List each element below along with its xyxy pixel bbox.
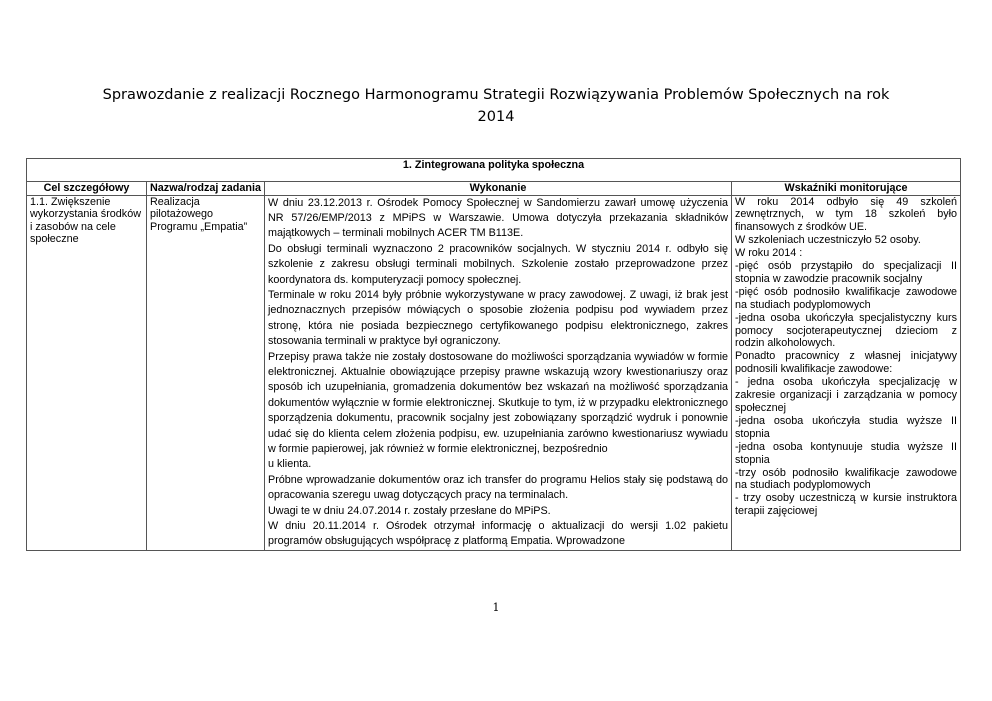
page-number: 1 [492, 601, 500, 614]
indicator-item: -jedna osoba ukończyła studia wyższe II stopnia [735, 414, 958, 440]
table-row [27, 195, 961, 550]
execution-paragraph: Terminale w roku 2014 były próbnie wykorzystywane w pracy zawodowej. Z uwagi, iż brak jest jednoznacznych przepisów mówiących o sposobie złożenia podpisu pod wywiadem przez stronę, która nie posiada bezpiecznego certyfikowanego podpisu elektronicznego, zakres stosowania terminali w praktyce był ograniczony. [268, 288, 728, 348]
header-goal: Cel szczegółowy [27, 182, 147, 196]
section-row [27, 159, 961, 182]
indicator-item: Ponadto pracownicy z własnej inicjatywy podnosili kwalifikacje zawodowe: [735, 350, 958, 376]
execution-paragraph: W dniu 23.12.2013 r. Ośrodek Pomocy Społecznej w Sandomierzu zawarł umowę użyczenia NR 57/26/EMP/2013 z MPiPS w Warszawie. Umowa dotyczyła przekazania składników majątkowych – terminali mobilnych ACER TM B113E. [268, 196, 728, 240]
indicator-item: -jedna osoba kontynuuje studia wyższe II stopnia [735, 440, 958, 466]
header-task: Nazwa/rodzaj zadania [147, 182, 265, 196]
execution-paragraph: W dniu 20.11.2014 r. Ośrodek otrzymał informację o aktualizacji do wersji 1.02 pakietu programów obsługujących współpracę z platformą Empatia. Wprowadzone [268, 520, 728, 548]
title-line-1: Sprawozdanie z realizacji Rocznego Harmonogramu Strategii Rozwiązywania Problemów Społecznych na rok [102, 87, 890, 103]
indicator-item: -pięć osób podnosiło kwalifikacje zawodowe na studiach podyplomowych [735, 285, 958, 311]
indicator-item: -jedna osoba ukończyła specjalistyczny kurs pomocy socjoterapeutycznej dzieciom z rodzin alkoholowych. [735, 311, 958, 350]
indicator-item: -trzy osób podnosiło kwalifikacje zawodowe na studiach podyplomowych [735, 466, 958, 492]
execution-cell [265, 195, 732, 550]
header-indicators: Wskaźniki monitorujące [732, 182, 961, 196]
section-title: 1. Zintegrowana polityka społeczna [27, 159, 961, 182]
header-row [27, 182, 961, 196]
task-cell: Realizacja pilotażowego Programu „Empatia” [147, 195, 265, 550]
indicators-cell [732, 195, 961, 550]
document-title [40, 84, 952, 128]
execution-paragraph: Uwagi te w dniu 24.07.2014 r. zostały przesłane do MPiPS. [268, 504, 551, 517]
header-execution: Wykonanie [265, 182, 732, 196]
execution-paragraph: Próbne wprowadzanie dokumentów oraz ich transfer do programu Helios stały się podstawą do opracowania szeregu uwag dotyczących pracy na terminalach. [268, 473, 728, 502]
goal-cell: 1.1. Zwiększenie wykorzystania środków i zasobów na cele społeczne [27, 195, 147, 550]
execution-paragraph: Przepisy prawa także nie zostały dostosowane do możliwości sporządzania wywiadów w formie elektronicznej. Aktualnie obowiązujące przepisy prawne wskazują wzory kwestionariuszy oraz sposób ich uzupełniania, gromadzenia dokumentów bez wskazań na możliwość sporządzania dokumentów wyłącznie w formie elektronicznej. Skutkuje to tym, iż w przypadku elektronicznego sporządzenia dokumentu, pracownik socjalny jest zobowiązany sporządzić wydruk i ponownie udać się do klienta celem złożenia podpisu, ew. uzupełniania zarówno kwestionariusz wywiadu w formie papierowej, jak również w formie elektronicznej, bezpośrednio [268, 350, 728, 455]
report-table [26, 158, 961, 551]
indicator-item: - jedna osoba ukończyła specjalizację w zakresie organizacji i zarządzania w pomocy społecznej [735, 376, 958, 414]
indicator-item: W roku 2014 : [735, 247, 803, 260]
indicator-item: - trzy osoby uczestniczą w kursie instruktora terapii zajęciowej [735, 492, 958, 518]
title-line-2: 2014 [477, 109, 515, 125]
execution-paragraph: Do obsługi terminali wyznaczono 2 pracowników socjalnych. W styczniu 2014 r. odbyło się szkolenie z zakresu obsługi terminali mobilnych. Szkolenie zostało przeprowadzone przez koordynatora ds. komputeryzacji pomocy społecznej. [268, 242, 728, 286]
execution-paragraph: u klienta. [268, 458, 312, 471]
indicator-item: -pięć osób przystąpiło do specjalizacji II stopnia w zawodzie pracownik socjalny [735, 260, 958, 285]
indicator-item: W roku 2014 odbyło się 49 szkoleń zewnętrznych, w tym 18 szkoleń było finansowych z środków UE. [735, 195, 958, 234]
indicator-item: W szkoleniach uczestniczyło 52 osoby. [735, 234, 921, 247]
